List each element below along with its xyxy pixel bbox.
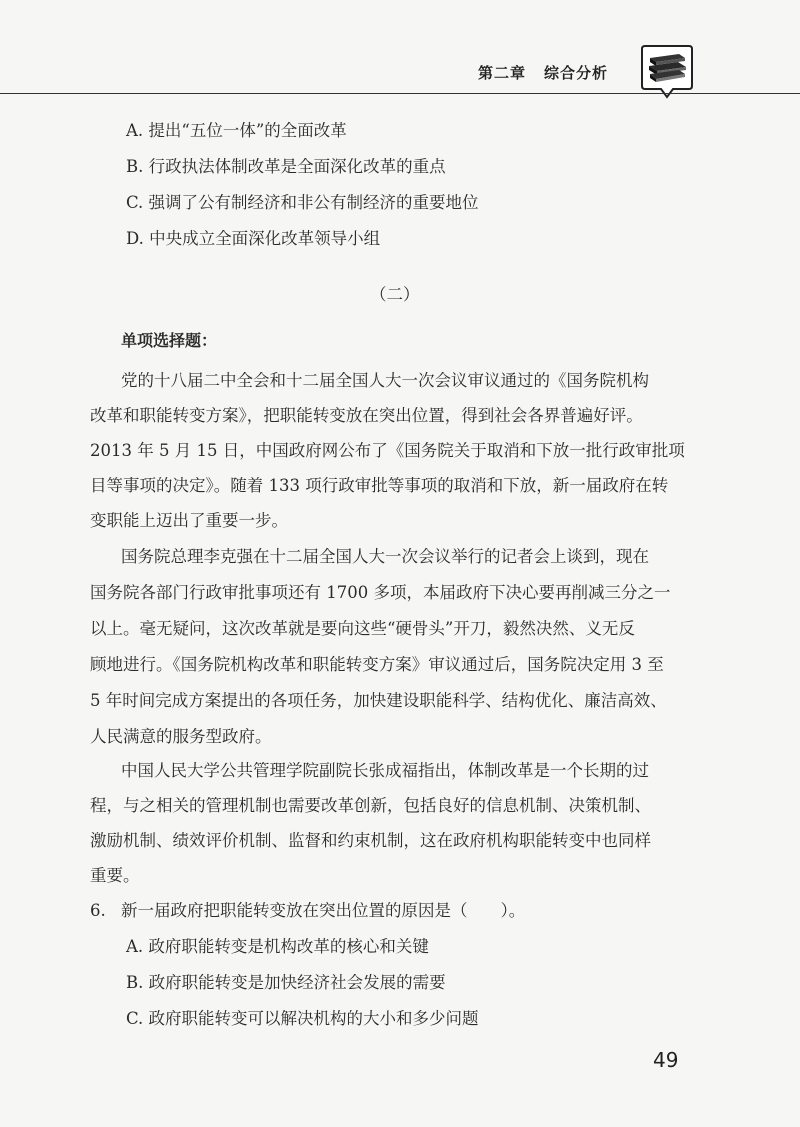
paragraph-line: 国务院各部门行政审批事项还有 1700 多项，本届政府下决心要再削减三分之一 (90, 583, 671, 602)
paragraph-line: 以上。毫无疑问，这次改革就是要向这些“硬骨头”开刀，毅然决然、义无反 (90, 619, 635, 638)
chapter-number: 第二章 (478, 64, 527, 82)
paragraph-line: 程，与之相关的管理机制也需要改革创新，包括良好的信息机制、决策机制、 (90, 796, 651, 815)
section-label: 单项选择题： (121, 331, 218, 350)
header-rule (0, 93, 800, 94)
chapter-title: 综合分析 (544, 64, 609, 82)
option-b: B. 行政执法体制改革是全面深化改革的重点 (126, 157, 446, 176)
question-option-a: A. 政府职能转变是机构改革的核心和关键 (126, 937, 429, 956)
page-number: 49 (653, 1048, 679, 1072)
paragraph-line: 改革和职能转变方案》，把职能转变放在突出位置，得到社会各界普遍好评。 (90, 406, 643, 425)
paragraph-line: 变职能上迈出了重要一步。 (90, 511, 288, 530)
option-c: C. 强调了公有制经济和非公有制经济的重要地位 (126, 193, 479, 212)
option-d: D. 中央成立全面深化改革领导小组 (126, 229, 381, 248)
question-number: 6. (90, 901, 106, 920)
paragraph-line: 中国人民大学公共管理学院副院长张成福指出，体制改革是一个长期的过 (121, 761, 649, 780)
paragraph-line: 重要。 (90, 866, 140, 885)
section-marker: （二） (370, 285, 420, 304)
option-a: A. 提出“五位一体”的全面改革 (126, 121, 347, 140)
paragraph-line: 5 年时间完成方案提出的各项任务，加快建设职能科学、结构优化、廉洁高效、 (90, 691, 667, 710)
paragraph-line: 顾地进行。《国务院机构改革和职能转变方案》审议通过后，国务院决定用 3 至 (90, 655, 664, 674)
paragraph-line: 激励机制、绩效评价机制、监督和约束机制，这在政府机构职能转变中也同样 (90, 831, 651, 850)
question-option-b: B. 政府职能转变是加快经济社会发展的需要 (126, 973, 446, 992)
running-header (478, 62, 608, 83)
question-option-c: C. 政府职能转变可以解决机构的大小和多少问题 (126, 1009, 479, 1028)
stacked-books-icon (641, 44, 693, 100)
paragraph-line: 2013 年 5 月 15 日，中国政府网公布了《国务院关于取消和下放一批行政审批项 (90, 441, 685, 460)
paragraph-line: 党的十八届二中全会和十二届全国人大一次会议审议通过的《国务院机构 (121, 371, 649, 390)
paragraph-line: 目等事项的决定》。随着 133 项行政审批等事项的取消和下放，新一届政府在转 (90, 476, 669, 495)
paragraph-line: 国务院总理李克强在十二届全国人大一次会议举行的记者会上谈到，现在 (121, 547, 649, 566)
question-text: 新一届政府把职能转变放在突出位置的原因是（ ）。 (121, 901, 526, 920)
paragraph-line: 人民满意的服务型政府。 (90, 727, 272, 746)
